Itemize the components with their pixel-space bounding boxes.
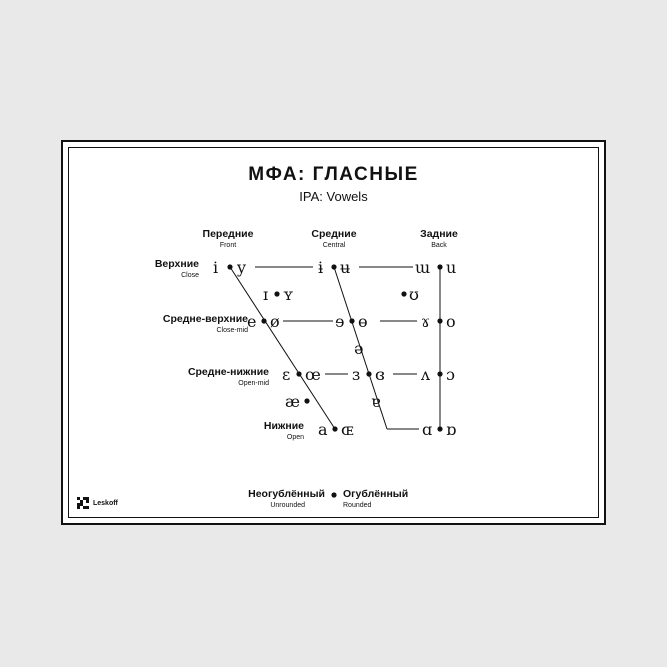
row-header-close-mid: Средне-верхние Close-mid: [162, 313, 248, 334]
brand-name: Leskoff: [93, 499, 118, 507]
vowel-small-oe: ɶ: [341, 420, 354, 439]
vowel-small-y: ʏ: [283, 285, 294, 304]
vowel-turned-a: ɐ: [371, 392, 381, 411]
row-header-open-mid: Средне-нижние Open-mid: [187, 366, 269, 387]
vowel-o: o: [446, 312, 456, 331]
brand-logo: [77, 497, 118, 509]
legend-rounded: Огублённый Rounded: [343, 488, 409, 509]
vowel-ae: æ: [285, 392, 301, 411]
ipa-vowel-poster: [61, 140, 606, 525]
column-header-back: Задние Back: [420, 228, 458, 249]
vowel-script-a: ɑ: [422, 420, 433, 439]
vowel-u: u: [446, 258, 457, 277]
legend-unrounded: Неогублённый Unrounded: [248, 488, 325, 509]
row-header-open: Нижние Open: [263, 420, 304, 441]
vowel-symbols: [213, 258, 456, 439]
vowel-turned-m: ɯ: [415, 258, 431, 277]
vowel-closed-rev-open-e: ɞ: [375, 365, 385, 384]
vowel-barred-u: ʉ: [340, 258, 351, 277]
vowel-turned-script-a: ɒ: [446, 420, 457, 439]
column-header-front: Передние Front: [202, 228, 254, 249]
vowel-upsilon: ʊ: [409, 285, 419, 304]
vowel-a: a: [318, 420, 328, 439]
vowel-ram-horns: ɤ: [421, 312, 431, 331]
vowel-rev-e: ɘ: [335, 312, 345, 331]
vowel-i: i: [213, 258, 219, 277]
column-header-central: Средние Central: [311, 228, 357, 249]
vowel-e: e: [247, 312, 257, 331]
vowel-barred-i: ɨ: [318, 258, 324, 277]
vowel-turned-v: ʌ: [421, 365, 431, 384]
vowel-open-e: ɛ: [282, 365, 291, 384]
vowel-barred-o: ɵ: [358, 312, 368, 331]
vowel-open-o: ɔ: [446, 365, 455, 384]
poster-title: МФА: ГЛАСНЫЕ: [248, 164, 419, 185]
vowel-schwa: ə: [354, 339, 364, 358]
poster-subtitle: IPA: Vowels: [299, 189, 368, 204]
vowel-oe: œ: [305, 365, 321, 384]
vowel-rev-open-e: ɜ: [352, 365, 361, 384]
legend-dot: [331, 492, 336, 497]
qr-code-icon: [77, 497, 89, 509]
vowel-y: y: [237, 258, 247, 277]
vowel-o-slash: ø: [270, 312, 280, 331]
vowel-small-i: ɪ: [263, 285, 269, 304]
row-header-close: Верхние Close: [154, 258, 199, 279]
vowel-trapezoid: [63, 142, 608, 527]
